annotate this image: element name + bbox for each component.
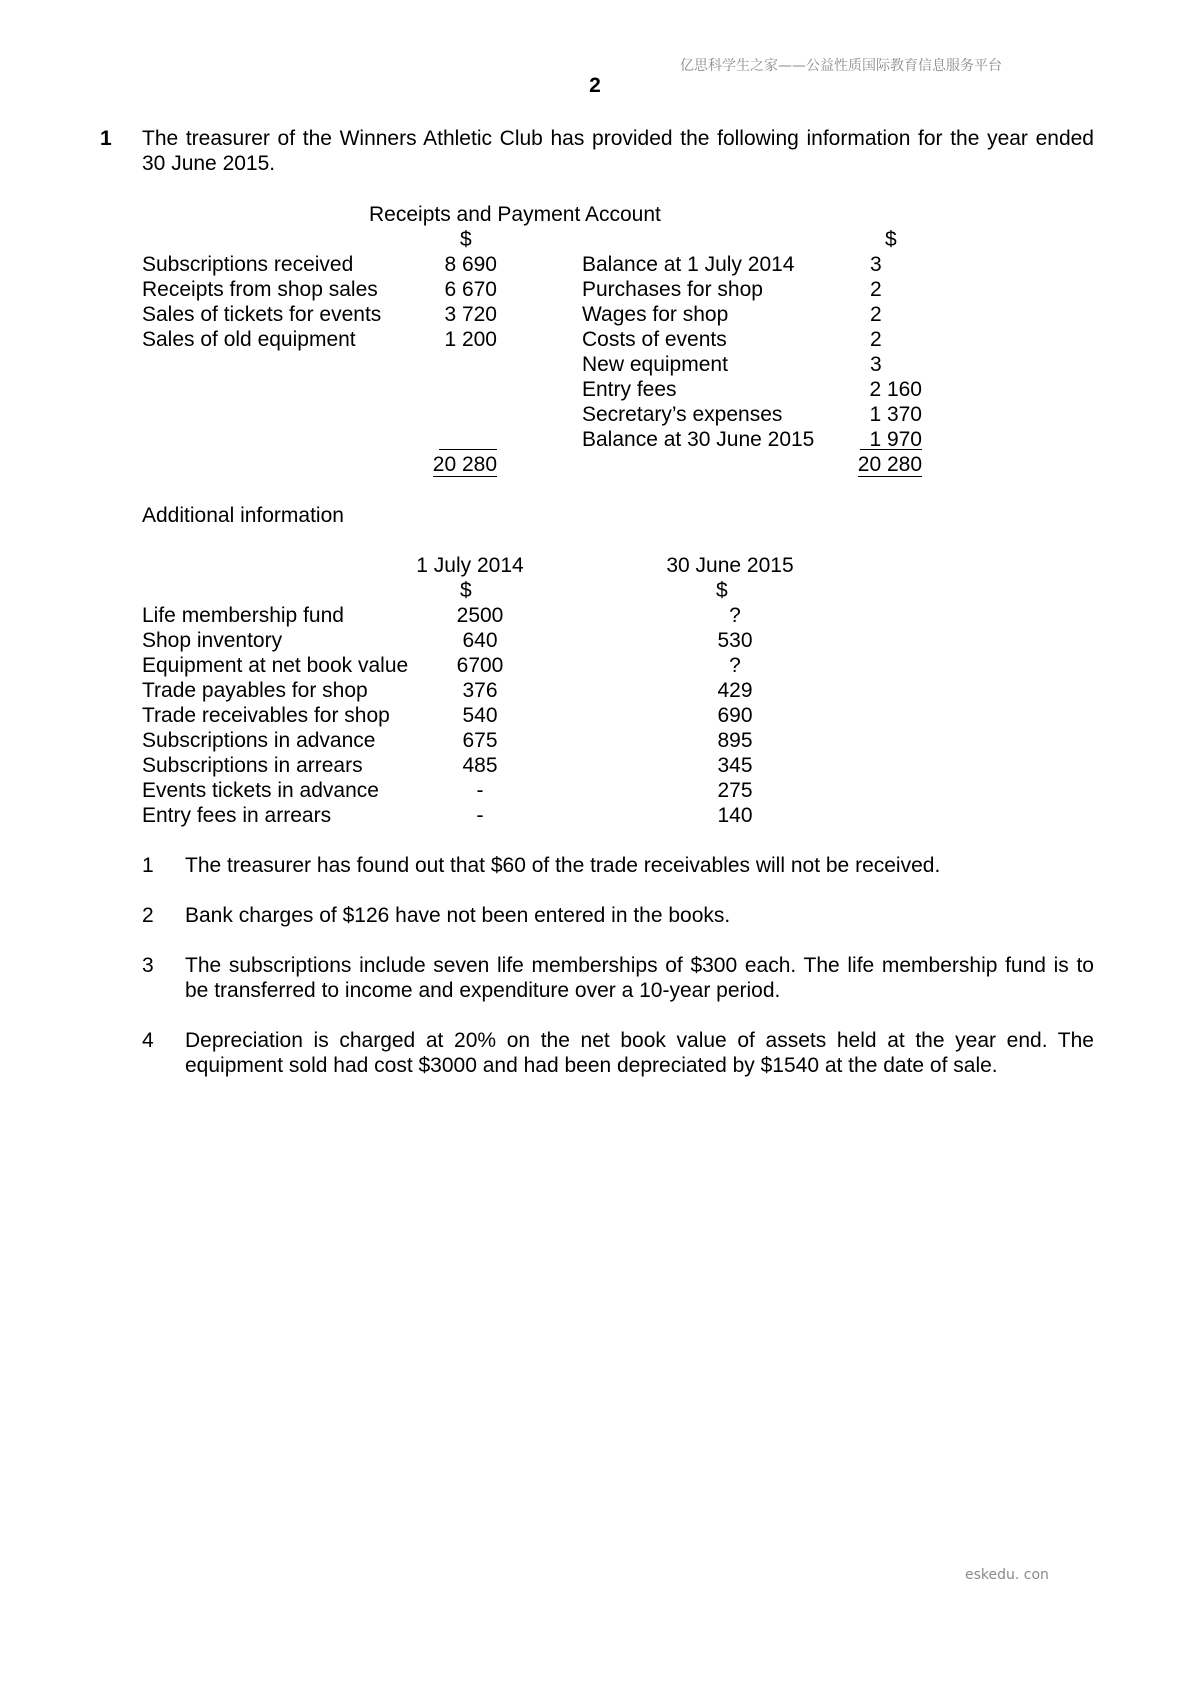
payment-amount: 3 [870,353,882,376]
question-number: 1 [100,127,112,150]
row-value-1: 2500 [456,604,504,627]
note-text: Bank charges of $126 have not been entered in the books. [185,904,731,927]
payment-label: New equipment [582,353,728,376]
subtotal-rule-left [439,449,497,450]
row-label: Subscriptions in advance [142,729,376,752]
row-value-1: - [476,779,484,802]
note-text: The subscriptions include seven life memberships of $300 each. The life membership fund is to be transferred to income and expenditure over a 10-year period. [185,954,1094,1002]
row-value-2: 140 [717,804,753,827]
payments-total: 20 280 [857,453,922,476]
row-value-1: - [476,804,484,827]
receipt-amount: 1 200 [444,328,497,351]
account-title: Receipts and Payment Account [369,203,661,226]
subtotal-rule-right [860,449,922,450]
row-value-2: 895 [717,729,753,752]
payment-label: Purchases for shop [582,278,763,301]
row-value-2: 345 [717,754,753,777]
payment-amount: 2 160 [869,378,922,401]
note-number: 3 [142,954,154,977]
row-value-1: 540 [462,704,498,727]
payment-amount: 2 [870,328,882,351]
payments-currency: $ [885,228,897,251]
row-value-2: 530 [717,629,753,652]
row-label: Life membership fund [142,604,344,627]
column-header-30june2015: 30 June 2015 [666,554,794,577]
receipts-currency: $ [460,228,472,251]
column-currency-2: $ [716,579,728,602]
watermark-footer: eskedu. con [965,1567,1049,1583]
row-label: Entry fees in arrears [142,804,332,827]
row-value-1: 6700 [456,654,504,677]
receipt-label: Subscriptions received [142,253,354,276]
note-text: The treasurer has found out that $60 of the trade receivables will not be received. [185,854,941,877]
row-label: Equipment at net book value [142,654,409,677]
page-number: 2 [589,74,601,97]
receipts-total: 20 280 [432,453,497,476]
row-value-1: 485 [462,754,498,777]
receipt-amount: 3 720 [444,303,497,326]
payment-label: Balance at 1 July 2014 [582,253,795,276]
row-value-2: 275 [717,779,753,802]
note-number: 2 [142,904,154,927]
row-label: Shop inventory [142,629,283,652]
row-value-2: 429 [717,679,753,702]
receipt-label: Receipts from shop sales [142,278,378,301]
row-label: Trade receivables for shop [142,704,390,727]
payment-amount: 2 [870,278,882,301]
row-value-1: 376 [462,679,498,702]
payment-label: Balance at 30 June 2015 [582,428,815,451]
row-value-2: ? [729,654,741,677]
row-value-1: 675 [462,729,498,752]
payment-amount: 1 370 [869,403,922,426]
row-label: Trade payables for shop [142,679,368,702]
watermark-header: 亿思科学生之家——公益性质国际教育信息服务平台 [680,58,1002,74]
additional-heading: Additional information [142,504,344,527]
row-value-2: ? [729,604,741,627]
payment-label: Secretary’s expenses [582,403,783,426]
note-text: Depreciation is charged at 20% on the net book value of assets held at the year end. The equipment sold had cost $3000 and had been depreciated by $1540 at the date of sale. [185,1029,1094,1077]
receipt-label: Sales of old equipment [142,328,356,351]
question-intro: The treasurer of the Winners Athletic Club has provided the following information for the year ended 30 June 2015. [142,127,1094,175]
payment-label: Entry fees [582,378,677,401]
note-number: 4 [142,1029,154,1052]
payment-amount: 1 970 [869,428,922,451]
receipt-label: Sales of tickets for events [142,303,382,326]
payment-amount: 2 [870,303,882,326]
column-currency-1: $ [460,579,472,602]
column-header-1july2014: 1 July 2014 [416,554,524,577]
row-label: Events tickets in advance [142,779,379,802]
payment-label: Wages for shop [582,303,729,326]
receipt-amount: 8 690 [444,253,497,276]
row-label: Subscriptions in arrears [142,754,363,777]
receipt-amount: 6 670 [444,278,497,301]
payment-amount: 3 [870,253,882,276]
row-value-1: 640 [462,629,498,652]
payment-label: Costs of events [582,328,727,351]
row-value-2: 690 [717,704,753,727]
note-number: 1 [142,854,154,877]
